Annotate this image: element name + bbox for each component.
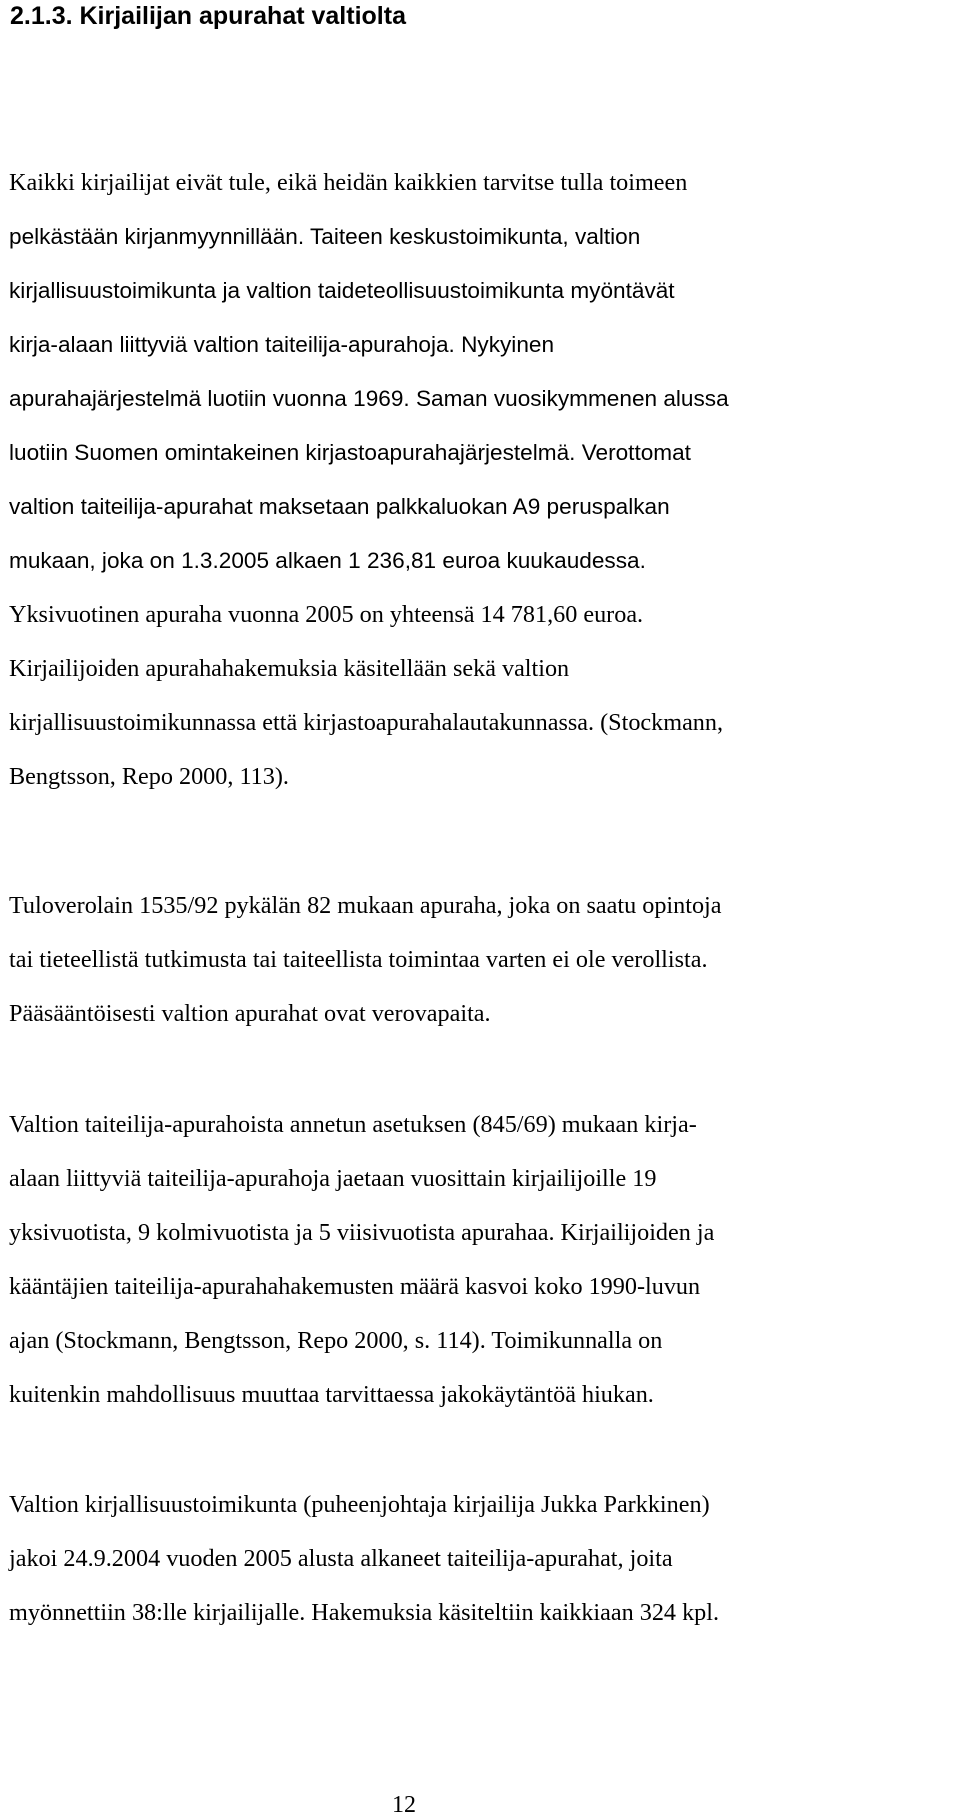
paragraph-line: alaan liittyviä taiteilija-apurahoja jaetaan vuosittain kirjailijoille 19	[9, 1165, 657, 1192]
section-heading: 2.1.3. Kirjailijan apurahat valtiolta	[10, 2, 406, 30]
paragraph-line: Valtion kirjallisuustoimikunta (puheenjohtaja kirjailija Jukka Parkkinen)	[9, 1491, 710, 1518]
paragraph-line: kirjallisuustoimikunnassa että kirjastoapurahalautakunnassa. (Stockmann,	[9, 709, 724, 736]
paragraph-line: Yksivuotinen apuraha vuonna 2005 on yhteensä 14 781,60 euroa.	[9, 601, 644, 628]
paragraph-line: Kaikki kirjailijat eivät tule, eikä heidän kaikkien tarvitse tulla toimeen	[9, 169, 688, 196]
paragraph-line: jakoi 24.9.2004 vuoden 2005 alusta alkaneet taiteilija-apurahat, joita	[9, 1545, 673, 1572]
paragraph-line: kääntäjien taiteilija-apurahahakemusten määrä kasvoi koko 1990-luvun	[9, 1273, 701, 1300]
paragraph-line: mukaan, joka on 1.3.2005 alkaen 1 236,81 euroa kuukaudessa.	[9, 548, 646, 573]
paragraph-line: Kirjailijoiden apurahahakemuksia käsitellään sekä valtion	[9, 655, 570, 682]
paragraph-line: yksivuotista, 9 kolmivuotista ja 5 viisivuotista apurahaa. Kirjailijoiden ja	[9, 1219, 715, 1246]
paragraph-line: Valtion taiteilija-apurahoista annetun asetuksen (845/69) mukaan kirja-	[9, 1111, 697, 1138]
paragraph-tuloverolaki	[9, 879, 722, 1041]
paragraph-line: ajan (Stockmann, Bengtsson, Repo 2000, s. 114). Toimikunnalla on	[9, 1327, 663, 1354]
paragraph-line: Bengtsson, Repo 2000, 113).	[9, 763, 289, 790]
paragraph-line: kirja-alaan liittyviä valtion taiteilija-apurahoja. Nykyinen	[9, 332, 555, 357]
paragraph-apurahat-intro	[9, 156, 729, 804]
paragraph-line: valtion taiteilija-apurahat maksetaan palkkaluokan A9 peruspalkan	[9, 494, 670, 519]
paragraph-line: Pääsääntöisesti valtion apurahat ovat verovapaita.	[9, 1000, 491, 1027]
paragraph-kirjallisuustoimikunta	[9, 1478, 719, 1640]
paragraph-line: tai tieteellistä tutkimusta tai taiteellista toimintaa varten ei ole verollista.	[9, 946, 708, 973]
paragraph-line: Tuloverolain 1535/92 pykälän 82 mukaan apuraha, joka on saatu opintoja	[9, 892, 722, 919]
page-number: 12	[392, 1792, 416, 1818]
paragraph-line: apurahajärjestelmä luotiin vuonna 1969. Saman vuosikymmenen alussa	[9, 386, 729, 411]
paragraph-line: myönnettiin 38:lle kirjailijalle. Hakemuksia käsiteltiin kaikkiaan 324 kpl.	[9, 1599, 720, 1626]
paragraph-asetus	[9, 1098, 714, 1422]
paragraph-line: kirjallisuustoimikunta ja valtion taideteollisuustoimikunta myöntävät	[9, 278, 675, 303]
paragraph-line: kuitenkin mahdollisuus muuttaa tarvittaessa jakokäytäntöä hiukan.	[9, 1381, 654, 1408]
paragraph-line: luotiin Suomen omintakeinen kirjastoapurahajärjestelmä. Verottomat	[9, 440, 691, 465]
paragraph-line: pelkästään kirjanmyynnillään. Taiteen keskustoimikunta, valtion	[9, 224, 641, 249]
